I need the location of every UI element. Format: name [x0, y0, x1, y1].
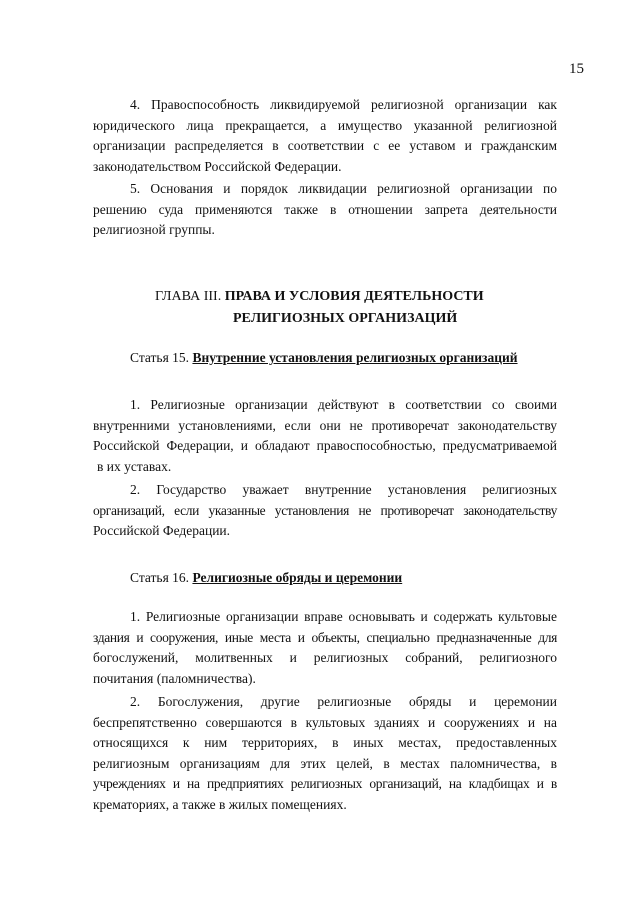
paragraph-5-liquidation-grounds: [93, 179, 557, 241]
text-line: внутренними установлениями, если они не противоречат законодательству: [93, 417, 557, 433]
article-label: Статья 15.: [130, 350, 190, 365]
page-number: 15: [569, 61, 584, 77]
text-line: здания и сооружения, иные места и объекты, специально предназначенные для: [93, 629, 557, 645]
text-line: относящихся к ним территориях, в иных местах, предоставленных: [93, 735, 557, 750]
text-line: 2. Богослужения, другие религиозные обряды и церемонии: [130, 694, 557, 709]
text-line: 1. Религиозные организации действуют в соответствии со своими: [130, 397, 557, 412]
article-16-paragraph-1: [93, 607, 557, 689]
text-line: учреждениях и на предприятиях религиозных организаций, на кладбищах и в: [93, 776, 557, 791]
text-line: религиозным организациям для этих целей, в местах паломничества, в: [93, 755, 557, 771]
text-line: организаций, если указанные установления не противоречат законодательству: [93, 502, 557, 518]
text-line: крематориях, а также в жилых помещениях.: [93, 796, 347, 812]
text-line: организации распределяется в соответствии с ее уставом и гражданским: [93, 138, 557, 153]
text-line: решению суда применяются также в отношении запрета деятельности: [93, 201, 557, 217]
article-16-paragraph-2: [93, 692, 557, 815]
chapter-title-line-1: [155, 287, 484, 308]
text-line: в их уставах.: [97, 458, 172, 474]
text-line: 4. Правоспособность ликвидируемой религиозной организации как: [130, 97, 557, 112]
chapter-title-part-1: ПРАВА И УСЛОВИЯ ДЕЯТЕЛЬНОСТИ: [224, 289, 484, 304]
chapter-number: ГЛАВА III.: [155, 289, 222, 304]
article-title: Религиозные обряды и церемонии: [192, 570, 403, 585]
article-15-paragraph-1: [93, 395, 557, 477]
article-15-heading: [130, 348, 518, 369]
text-line: законодательством Российской Федерации.: [93, 158, 342, 174]
article-16-heading: [130, 568, 402, 589]
text-line: Российской Федерации, и обладают правоспособностью, предусматриваемой: [93, 438, 557, 453]
article-label: Статья 16.: [130, 570, 190, 585]
text-line: беспрепятственно совершаются в культовых зданиях и сооружениях и на: [93, 714, 557, 730]
text-line: религиозной группы.: [93, 222, 215, 237]
text-line: юридического лица прекращается, а имущество указанной религиозной: [93, 117, 557, 133]
text-line: Российской Федерации.: [93, 523, 231, 538]
article-15-paragraph-2: [93, 480, 557, 542]
text-line: богослужений, молитвенных и религиозных собраний, религиозного: [93, 650, 557, 665]
text-line: 2. Государство уважает внутренние установления религиозных: [130, 482, 557, 497]
article-title: Внутренние установления религиозных организаций: [192, 350, 518, 365]
text-line: 1. Религиозные организации вправе основывать и содержать культовые: [130, 609, 557, 624]
text-line: почитания (паломничества).: [93, 670, 256, 686]
paragraph-4-liquidation-capacity: [93, 95, 557, 177]
chapter-title-line-2: РЕЛИГИОЗНЫХ ОРГАНИЗАЦИЙ: [233, 311, 458, 326]
text-line: 5. Основания и порядок ликвидации религиозной организации по: [130, 181, 557, 196]
